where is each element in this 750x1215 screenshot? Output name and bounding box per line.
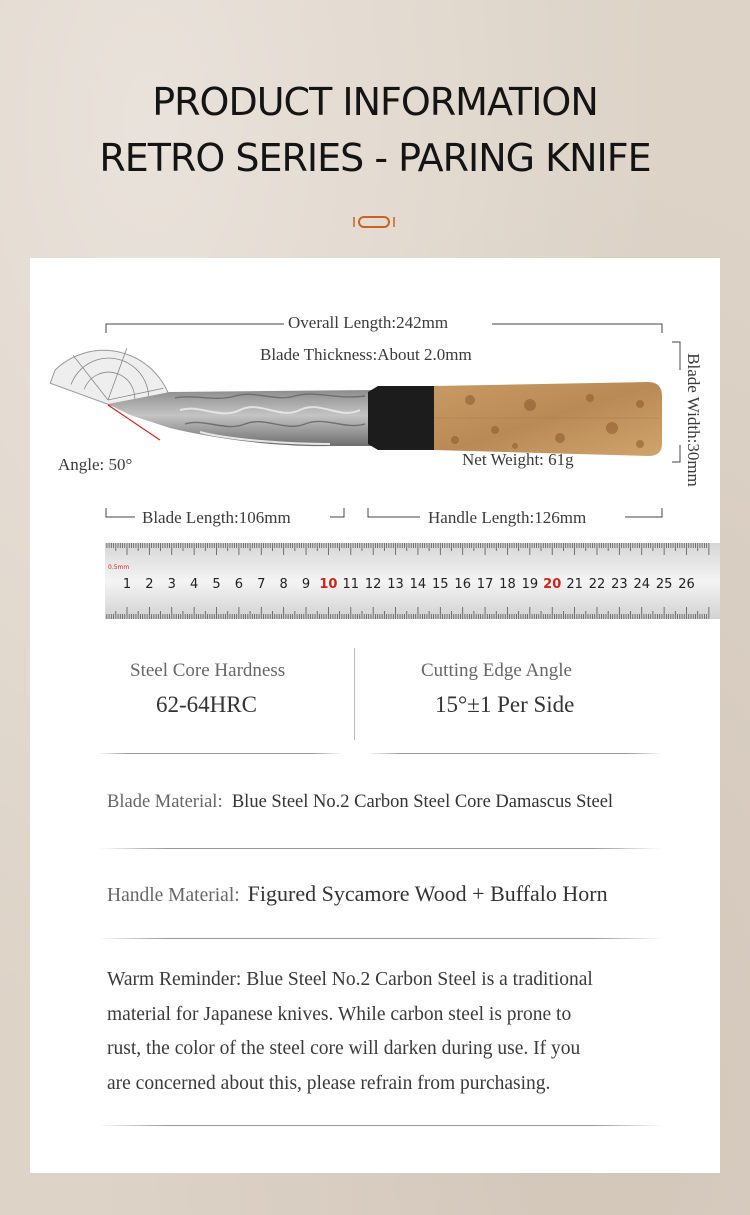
net-weight-label: Net Weight: 61g	[462, 450, 574, 469]
ruler-number: 2	[145, 577, 154, 592]
hardness-label: Steel Core Hardness	[130, 660, 286, 681]
ruler-number: 4	[189, 577, 199, 592]
ruler-number: 20	[543, 577, 562, 592]
reminder-line-1: Warm Reminder: Blue Steel No.2 Carbon Steel is a traditional	[107, 969, 593, 990]
ruler-number: 14	[409, 577, 427, 592]
ruler-number: 12	[364, 577, 382, 592]
ruler-number: 7	[257, 577, 266, 592]
ruler-number: 9	[301, 577, 311, 592]
rule-handle	[98, 938, 662, 939]
ruler-number: 25	[655, 577, 673, 592]
edge-angle-value: 15°±1 Per Side	[435, 692, 575, 717]
ruler-number: 15	[432, 577, 449, 592]
ruler-number: 11	[342, 577, 360, 592]
ruler-number: 13	[387, 577, 404, 592]
ruler-number: 23	[611, 577, 628, 592]
rule-bottom	[98, 1125, 662, 1126]
angle-label: Angle: 50°	[58, 455, 133, 474]
ruler-number: 17	[476, 577, 494, 592]
ruler-number: 18	[499, 577, 516, 592]
blade-material-value: Blue Steel No.2 Carbon Steel Core Damascus Steel	[231, 792, 614, 812]
ruler-number: 24	[633, 577, 651, 592]
spec-divider	[354, 648, 355, 740]
blade-material-row	[107, 792, 613, 813]
ruler-number: 19	[521, 577, 539, 592]
title-line-2: RETRO SERIES - PARING KNIFE	[99, 136, 651, 180]
edge-angle-label: Cutting Edge Angle	[421, 660, 572, 681]
ferrule-icon	[368, 386, 434, 450]
blade-icon	[108, 390, 372, 446]
overall-length-label: Overall Length:242mm	[288, 313, 449, 332]
ruler	[105, 543, 720, 619]
ruler-number: 8	[279, 577, 288, 592]
rule-right	[367, 753, 662, 754]
blade-material-key: Blade Material:	[107, 792, 223, 812]
reminder-line-2: material for Japanese knives. While carbon steel is prone to	[107, 1003, 572, 1025]
blade-width-label: Blade Width:30mm	[684, 353, 703, 487]
ruler-number: 5	[212, 577, 221, 592]
ruler-number: 6	[234, 577, 244, 592]
handle-material-row	[107, 881, 608, 907]
ruler-number: 26	[678, 577, 695, 592]
handle-length-label: Handle Length:126mm	[428, 508, 587, 527]
ruler-number: 3	[167, 577, 176, 592]
rule-blade	[98, 848, 662, 849]
handle-icon	[434, 382, 662, 456]
ruler-number: 21	[566, 577, 583, 592]
hardness-value: 62-64HRC	[156, 692, 257, 717]
blade-thickness-label: Blade Thickness:About 2.0mm	[260, 345, 472, 364]
rule-left	[98, 753, 342, 754]
handle-material-key: Handle Material:	[107, 885, 240, 906]
ruler-number: 10	[319, 577, 338, 592]
blade-length-label: Blade Length:106mm	[142, 508, 291, 527]
handle-material-value: Figured Sycamore Wood + Buffalo Horn	[247, 881, 608, 906]
warm-reminder	[107, 963, 667, 1101]
title-line-1: PRODUCT INFORMATION	[152, 80, 598, 124]
ruler-number: 16	[454, 577, 471, 592]
ruler-number: 1	[122, 577, 132, 592]
reminder-line-3: rust, the color of the steel core will darken during use. If you	[107, 1038, 581, 1059]
ruler-unit-label: 0.5mm	[108, 564, 130, 571]
ruler-number: 22	[588, 577, 606, 592]
reminder-line-4: are concerned about this, please refrain from purchasing.	[107, 1072, 551, 1094]
